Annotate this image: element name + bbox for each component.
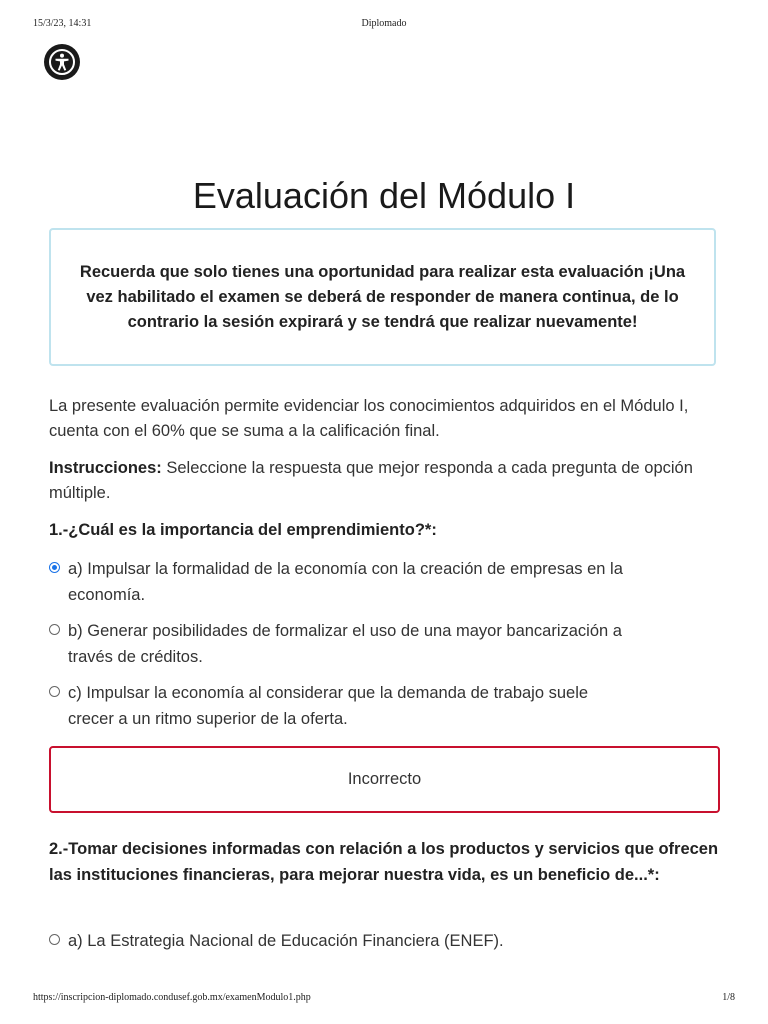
print-url: https://inscripcion-diplomado.condusef.gob.mx/examenModulo1.php bbox=[33, 992, 311, 1003]
result-text: Incorrecto bbox=[347, 770, 422, 788]
intro-text: La presente evaluación permite evidenciar los conocimientos adquiridos en el Módulo I, cuenta con el 60% que se suma a la calificación final. bbox=[49, 397, 689, 440]
instructions-label: Instrucciones: bbox=[49, 459, 162, 477]
radio-button[interactable] bbox=[49, 934, 60, 945]
page-title: Evaluación del Módulo I bbox=[192, 175, 576, 216]
accessibility-button[interactable] bbox=[44, 44, 80, 80]
print-header bbox=[0, 18, 768, 34]
question-1-option-a[interactable] bbox=[49, 556, 719, 608]
instructions-body: Seleccione la respuesta que mejor responda a cada pregunta de opción múltiple. bbox=[49, 459, 693, 502]
radio-button[interactable] bbox=[49, 686, 60, 697]
question-1-option-c[interactable] bbox=[49, 680, 719, 732]
radio-button-selected[interactable] bbox=[49, 562, 60, 573]
question-2-option-a[interactable] bbox=[49, 928, 719, 954]
instructions-text bbox=[49, 456, 729, 506]
option-label: a) La Estrategia Nacional de Educación Financiera (ENEF). bbox=[68, 932, 504, 950]
option-label-continued: crecer a un ritmo superior de la oferta. bbox=[68, 710, 348, 728]
question-1-option-b[interactable] bbox=[49, 618, 719, 670]
print-timestamp: 15/3/23, 14:31 bbox=[33, 18, 92, 29]
option-label: b) Generar posibilidades de formalizar el uso de una mayor bancarización a bbox=[68, 622, 622, 640]
radio-button[interactable] bbox=[49, 624, 60, 635]
print-page-number: 1/8 bbox=[722, 992, 735, 1003]
accessibility-icon bbox=[48, 48, 76, 76]
question-1-text: 1.-¿Cuál es la importancia del emprendimiento?*: bbox=[49, 521, 437, 539]
print-doc-title: Diplomado bbox=[361, 18, 407, 29]
question-2-text: 2.-Tomar decisiones informadas con relación a los productos y servicios que ofrecen las instituciones financieras, para mejorar nuestra vida, es un beneficio de...*: bbox=[49, 840, 719, 884]
option-label: a) Impulsar la formalidad de la economía con la creación de empresas en la bbox=[68, 560, 623, 578]
option-label-continued: economía. bbox=[68, 586, 146, 604]
notice-text: Recuerda que solo tienes una oportunidad para realizar esta evaluación ¡Una vez habilitado el examen se deberá de responder de manera continua, de lo contrario la sesión expirará y se tendrá que realizar nuevamente! bbox=[79, 262, 686, 331]
question-1-result-box bbox=[49, 746, 720, 813]
option-label: c) Impulsar la economía al considerar que la demanda de trabajo suele bbox=[68, 684, 589, 702]
print-footer bbox=[0, 992, 768, 1008]
notice-box bbox=[49, 228, 716, 366]
option-label-continued: través de créditos. bbox=[68, 648, 203, 666]
